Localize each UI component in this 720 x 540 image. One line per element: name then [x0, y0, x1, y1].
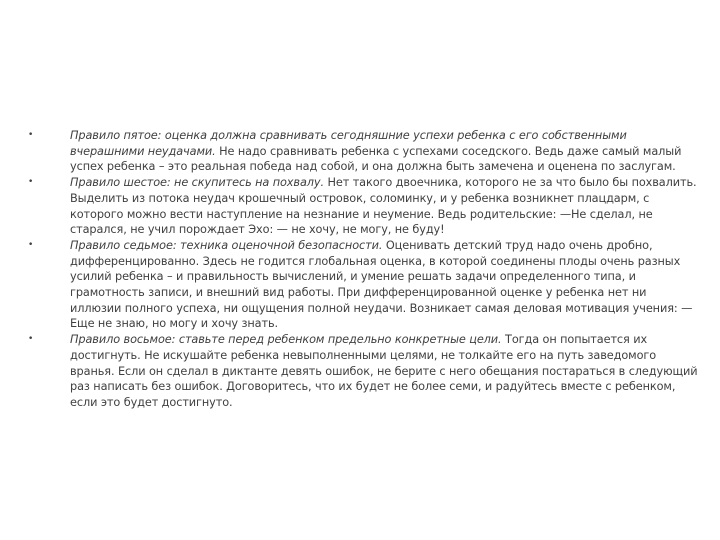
rule-text: Не надо сравнивать ребенка с успехами соседского. Ведь даже самый малый успех ребенка – это реальная победа над собой, и она должна быть замечена и оценена по заслугам.	[70, 144, 682, 174]
rule-title: Правило пятое: оценка должна сравнивать сегодняшние успехи ребенка с его собственными вчерашними неудачами.	[70, 129, 627, 158]
bullet-icon: •	[28, 177, 34, 188]
bullet-icon: •	[28, 239, 34, 250]
rule-text: Оценивать детский труд надо очень дробно, дифференцированно. Здесь не годится глобальная оценка, в которой соединены плоды очень разных усилий ребенка – и правильность вычислений, и умение решать задачи определенного типа, и грамотность записи, и внешний вид работы. При дифференцированной оценке у ребенка нет ни иллюзии полного успеха, ни ощущения полной неудачи. Возникает самая деловая мотивация учения: —Еще не знаю, но могу и хочу знать.	[70, 238, 693, 331]
rule-item-8	[28, 332, 700, 411]
rules-list	[28, 128, 700, 411]
bullet-icon: •	[28, 130, 34, 140]
rule-text: Тогда он попытается их достигнуть. Не искушайте ребенка невыполненными целями, не толкайте его на путь заведомого вранья. Если он сделал в диктанте девять ошибок, не берите с него обещания постараться в следующий раз написать без ошибок. Договоритесь, что их будет не более семи, и радуйтесь вместе с ребенком, если это будет достигнуто.	[70, 333, 698, 409]
rule-text: Нет такого двоечника, которого не за что было бы похвалить. Выделить из потока неудач крошечный островок, соломинку, и у ребенка возникнет плацдарм, с которого можно вести наступление на незнание и неумение. Ведь родительские: —Не сделал, не старался, не учил порождает Эхо: — не хочу, не могу, не буду!	[70, 176, 697, 237]
rule-title: Правило шестое: не скупитесь на похвалу.	[70, 176, 324, 190]
rule-item-6	[28, 175, 700, 238]
rule-item-7	[28, 238, 700, 332]
bullet-icon: •	[28, 334, 34, 345]
rule-title: Правило восьмое: ставьте перед ребенком предельно конкретные цели.	[70, 333, 502, 347]
rule-title: Правило седьмое: техника оценочной безопасности.	[70, 238, 383, 252]
rule-item-5	[28, 128, 700, 175]
